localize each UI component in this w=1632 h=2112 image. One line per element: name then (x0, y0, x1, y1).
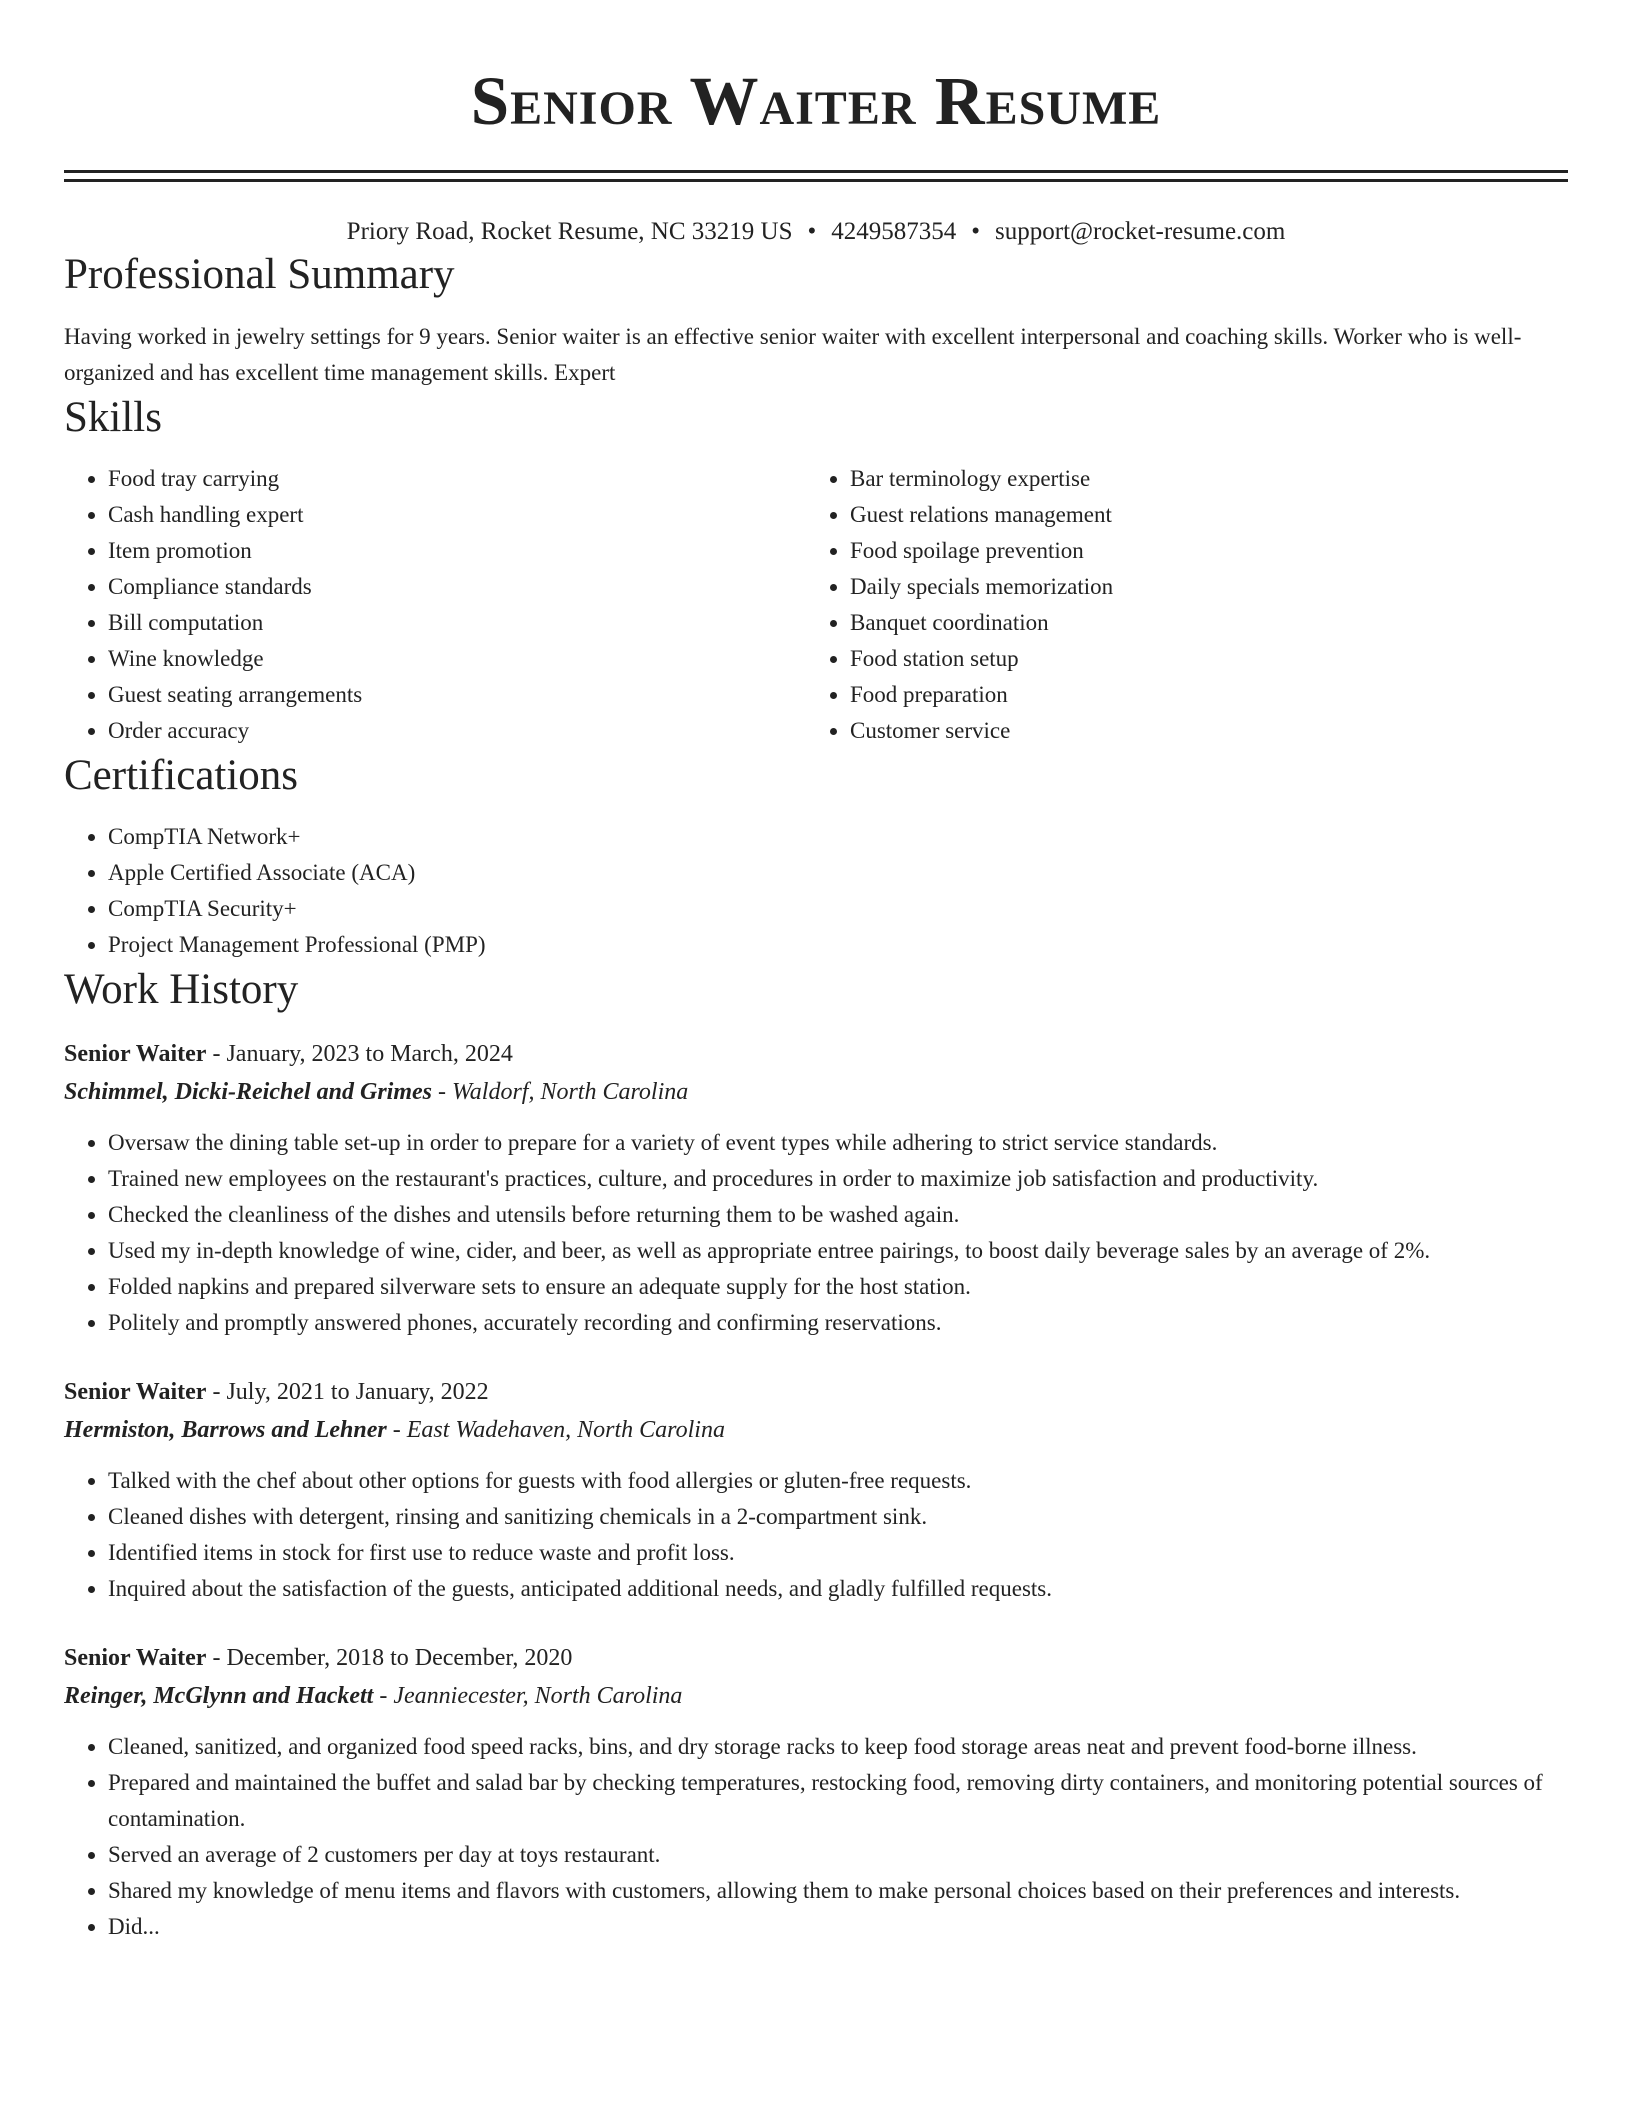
job-duty: • Politely and promptly answered phones, accurately recording and confirming reservations. (108, 1305, 1568, 1341)
job-dates: January, 2023 to March, 2024 (226, 1041, 513, 1067)
employer-line (64, 1411, 1568, 1449)
job-duty: • Used my in-depth knowledge of wine, cider, and beer, as well as appropriate entree pairings, to boost daily beverage sales by an average of 2%. (108, 1233, 1568, 1269)
job-entry (64, 1035, 1568, 1341)
skills-list-left (64, 461, 806, 749)
skill-item: • Food station setup (850, 641, 1548, 677)
job-duty: • Trained new employees on the restaurant's practices, culture, and procedures in order to maximize job satisfaction and productivity. (108, 1161, 1568, 1197)
job-title-line (64, 1639, 1568, 1677)
skills-heading: Skills (64, 394, 162, 441)
contact-separator: • (807, 218, 817, 245)
job-duties-list (64, 1125, 1568, 1341)
job-dash: - (392, 1417, 401, 1443)
job-duty: • Served an average of 2 customers per day at toys restaurant. (108, 1837, 1568, 1873)
job-title: Senior Waiter (64, 1645, 207, 1671)
job-duty: • Talked with the chef about other options for guests with food allergies or gluten-free requests. (108, 1463, 1568, 1499)
skill-item: • Bar terminology expertise (850, 461, 1548, 497)
job-duty: • Checked the cleanliness of the dishes and utensils before returning them to be washed again. (108, 1197, 1568, 1233)
resume-title: Senior Waiter Resume (470, 63, 1162, 139)
job-location: East Wadehaven, North Carolina (406, 1417, 725, 1443)
contact-address: Priory Road, Rocket Resume, NC 33219 US (346, 218, 793, 245)
contact-email: support@rocket-resume.com (995, 218, 1286, 245)
skill-item: • Food spoilage prevention (850, 533, 1548, 569)
job-title-line (64, 1373, 1568, 1411)
skill-item: • Guest relations management (850, 497, 1548, 533)
certifications-heading: Certifications (64, 752, 299, 799)
job-title: Senior Waiter (64, 1379, 207, 1405)
job-dash: - (212, 1041, 221, 1067)
job-dash: - (379, 1683, 388, 1709)
job-duty: • Cleaned, sanitized, and organized food speed racks, bins, and dry storage racks to keep food storage areas neat and prevent food-borne illness. (108, 1729, 1568, 1765)
certifications-list (64, 819, 1568, 963)
job-dates: July, 2021 to January, 2022 (226, 1379, 489, 1405)
employer-name: Hermiston, Barrows and Lehner (64, 1417, 387, 1443)
job-duty: • Shared my knowledge of menu items and flavors with customers, allowing them to make personal choices based on their preferences and interests. (108, 1873, 1568, 1909)
skills-columns (64, 461, 1568, 749)
job-location: Waldorf, North Carolina (451, 1079, 689, 1105)
employer-name: Reinger, McGlynn and Hackett (64, 1683, 374, 1709)
skills-column-right (806, 461, 1548, 749)
job-duties-list (64, 1729, 1568, 1945)
job-title-line (64, 1035, 1568, 1073)
job-duty: • Oversaw the dining table set-up in order to prepare for a variety of event types while adhering to strict service standards. (108, 1125, 1568, 1161)
job-duty: • Inquired about the satisfaction of the guests, anticipated additional needs, and gladly fulfilled requests. (108, 1571, 1568, 1607)
title-divider-bottom (64, 179, 1568, 182)
contact-phone: 4249587354 (831, 218, 957, 245)
skill-item: • Food tray carrying (108, 461, 806, 497)
job-duties-list (64, 1463, 1568, 1607)
skill-item: • Item promotion (108, 533, 806, 569)
resume-page (64, 0, 1568, 1945)
contact-separator: • (971, 218, 981, 245)
job-duty: • Cleaned dishes with detergent, rinsing and sanitizing chemicals in a 2-compartment sink. (108, 1499, 1568, 1535)
skill-item: • Wine knowledge (108, 641, 806, 677)
job-entry (64, 1373, 1568, 1607)
summary-heading: Professional Summary (64, 251, 455, 298)
skill-item: • Customer service (850, 713, 1548, 749)
skills-column-left (64, 461, 806, 749)
employer-line (64, 1677, 1568, 1715)
job-location: Jeanniecester, North Carolina (393, 1683, 683, 1709)
skill-item: • Daily specials memorization (850, 569, 1548, 605)
job-duty: • Prepared and maintained the buffet and salad bar by checking temperatures, restocking food, removing dirty containers, and monitoring potential sources of contamination. (108, 1765, 1568, 1837)
employer-line (64, 1073, 1568, 1111)
title-divider-top (64, 170, 1568, 173)
job-dash: - (437, 1079, 446, 1105)
job-duty: • Did... (108, 1909, 1568, 1945)
skill-item: • Food preparation (850, 677, 1548, 713)
job-dash: - (212, 1645, 221, 1671)
summary-text: Having worked in jewelry settings for 9 years. Senior waiter is an effective senior waiter with excellent interpersonal and coaching skills. Worker who is well-organized and has excellent time management skills. Expert (64, 324, 1522, 385)
skills-list-right (806, 461, 1548, 749)
skill-item: • Compliance standards (108, 569, 806, 605)
skill-item: • Cash handling expert (108, 497, 806, 533)
job-duty: • Identified items in stock for first use to reduce waste and profit loss. (108, 1535, 1568, 1571)
certification-item: • CompTIA Network+ (108, 819, 1568, 855)
job-duty: • Folded napkins and prepared silverware sets to ensure an adequate supply for the host station. (108, 1269, 1568, 1305)
job-entry (64, 1639, 1568, 1945)
certification-item: • Project Management Professional (PMP) (108, 927, 1568, 963)
skill-item: • Order accuracy (108, 713, 806, 749)
job-title: Senior Waiter (64, 1041, 207, 1067)
skill-item: • Guest seating arrangements (108, 677, 806, 713)
contact-line (64, 216, 1568, 248)
certification-item: • Apple Certified Associate (ACA) (108, 855, 1568, 891)
employer-name: Schimmel, Dicki-Reichel and Grimes (64, 1079, 432, 1105)
skill-item: • Bill computation (108, 605, 806, 641)
job-dash: - (212, 1379, 221, 1405)
work-history-heading: Work History (64, 966, 299, 1013)
certification-item: • CompTIA Security+ (108, 891, 1568, 927)
skill-item: • Banquet coordination (850, 605, 1548, 641)
job-dates: December, 2018 to December, 2020 (226, 1645, 573, 1671)
